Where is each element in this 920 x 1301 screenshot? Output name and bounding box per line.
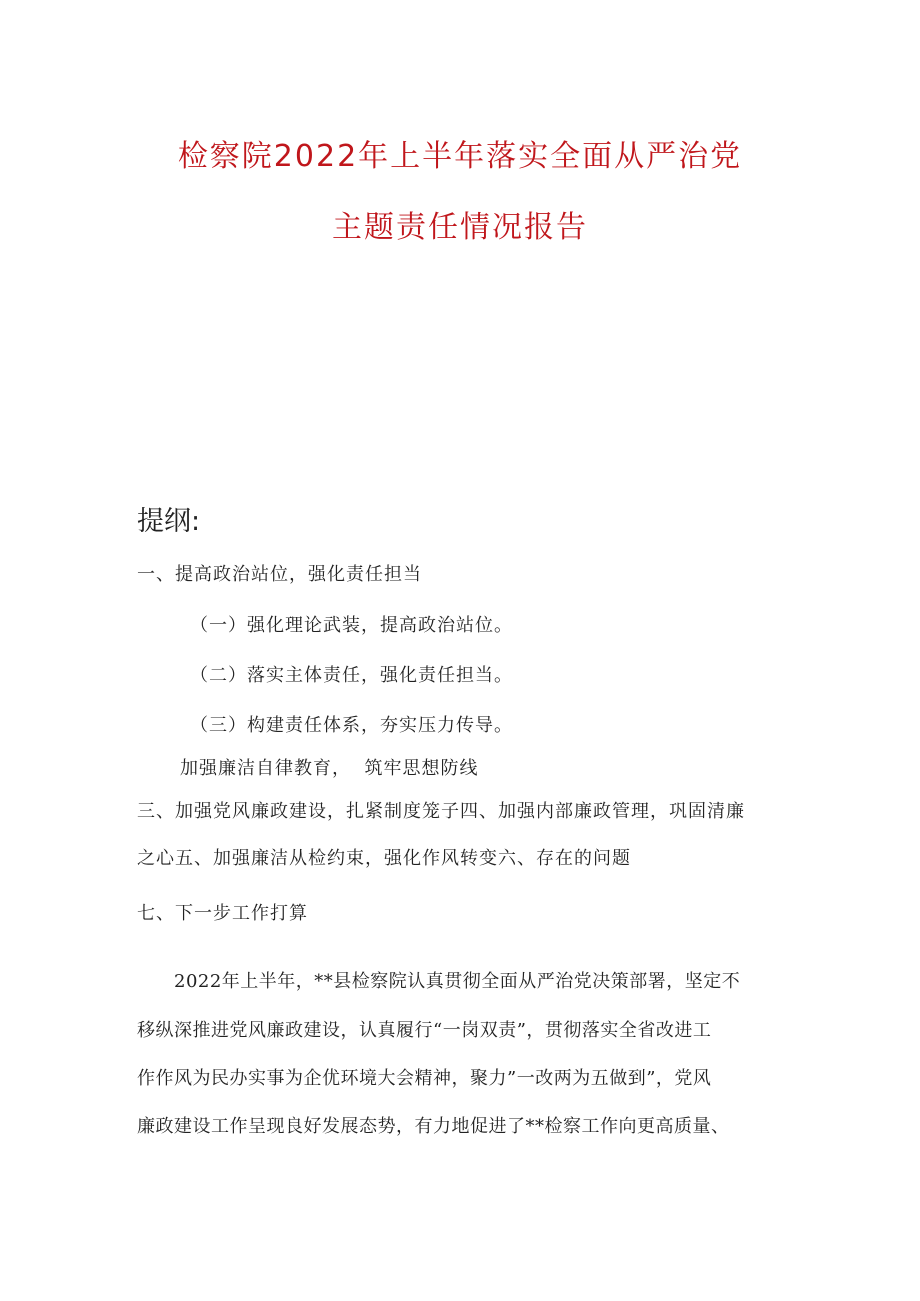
outline-item: （一）强化理论武装，提高政治站位。: [190, 615, 513, 636]
outline-item: 之心五、加强廉洁从检约束，强化作风转变六、存在的问题: [137, 848, 631, 869]
body-text-line: 2022年上半年，**县检察院认真贯彻全面从严治党决策部署，坚定不: [174, 971, 741, 992]
outline-heading: 提纲:: [137, 506, 201, 537]
outline-item: 三、加强党风廉政建设，扎紧制度笼子四、加强内部廉政管理，巩固清廉: [137, 801, 745, 822]
outline-item: 七、下一步工作打算: [137, 903, 308, 924]
outline-item: 加强廉洁自律教育， 筑牢思想防线: [180, 758, 479, 779]
body-text-line: 作作风为民办实事为企优环境大会精神，聚力”一改两为五做到”，党风: [137, 1068, 712, 1089]
outline-item: 一、提高政治站位，强化责任担当: [137, 564, 422, 585]
document-title-line-1: 检察院2022年上半年落实全面从严治党: [177, 139, 743, 174]
body-text-line: 廉政建设工作呈现良好发展态势，有力地促进了**检察工作向更高质量、: [137, 1116, 730, 1137]
document-title-line-2: 主题责任情况报告: [332, 210, 588, 245]
outline-item: （二）落实主体责任，强化责任担当。: [190, 665, 513, 686]
outline-item: （三）构建责任体系，夯实压力传导。: [190, 715, 513, 736]
body-text-line: 移纵深推进党风廉政建设，认真履行“一岗双责”，贯彻落实全省改进工: [137, 1020, 712, 1041]
